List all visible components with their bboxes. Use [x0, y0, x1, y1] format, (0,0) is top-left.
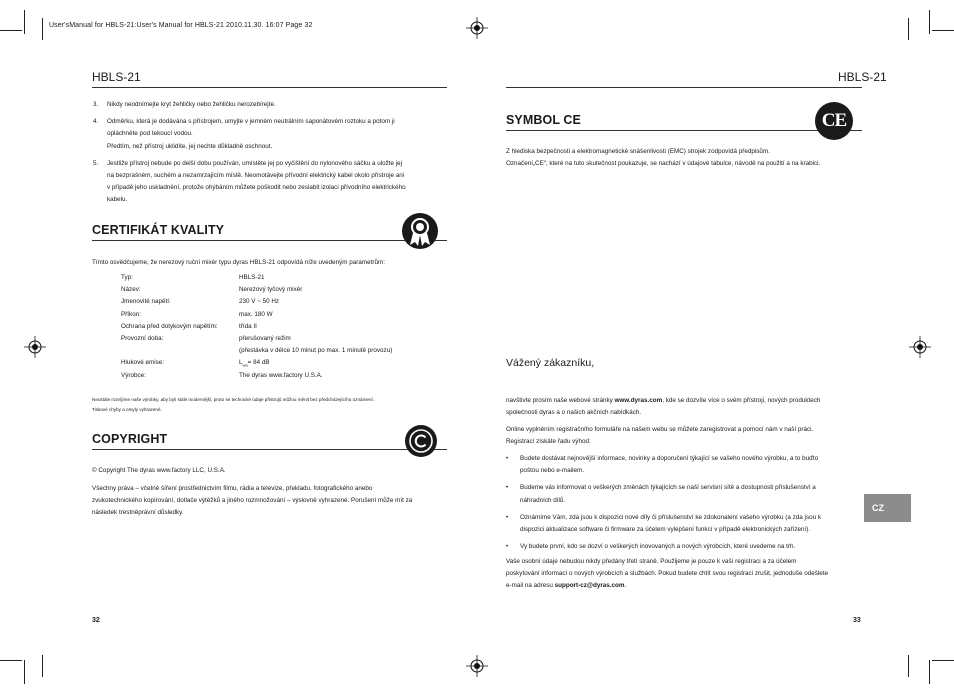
text-line: Online vyplněním registračního formuláře na našem webu se můžete zaregistrovat a pomocí nám v naší práci. — [506, 426, 814, 433]
ce-mark-icon: CE — [815, 102, 853, 140]
spec-value: 230 V ~ 50 Hz — [239, 298, 280, 306]
spec-row — [121, 357, 441, 369]
list-item — [506, 512, 866, 536]
list-item — [506, 541, 866, 553]
spec-value: max. 180 W — [239, 310, 273, 318]
section-rule — [92, 240, 447, 241]
list-number: 5. — [93, 159, 99, 167]
cert-intro: Tímto osvědčujeme, že nerezový ruční mixér typu dyras HBLS-21 odpovídá níže uvedeným parametrům: — [92, 259, 385, 266]
text-line: poskytování informací o nových výrobcích a službách. Pokud budete chtít svou registraci zrušit, jednoduše odešlete — [506, 570, 829, 578]
spec-label: Typ: — [121, 274, 133, 281]
spec-value: (přestávka v délce 10 minut po max. 1 minutě provozu) — [239, 347, 393, 355]
copyright-circle-icon — [404, 424, 438, 458]
award-seal-icon — [401, 212, 439, 250]
spec-value: třída II — [239, 322, 257, 330]
list-line: opláchněte pod tekoucí vodou. — [107, 130, 193, 138]
list-line: poštou nebo e-mailem. — [520, 467, 585, 475]
crop-mark — [42, 18, 43, 40]
spec-row — [121, 321, 441, 333]
crop-mark — [0, 660, 22, 661]
spec-value: přerušovaný režim — [239, 334, 291, 342]
spec-row — [121, 272, 441, 284]
list-line: náhradních dílů. — [520, 496, 566, 504]
list-line: kabelu. — [107, 196, 128, 204]
privacy-text — [506, 556, 871, 593]
crop-mark — [908, 18, 909, 40]
crop-mark — [24, 660, 25, 684]
cert-note — [92, 395, 374, 414]
spec-label: Příkon: — [121, 310, 141, 318]
section-rule — [92, 449, 447, 450]
list-line: Budete dostávat nejnovější informace, novinky a doporučení týkající se vašeho nového výrobku, a to buďto — [520, 455, 819, 462]
bullet-icon: • — [506, 484, 509, 492]
list-line: na bezprašném, suchém a nezamrzajícím místě. Neomotávejte přívodní elektrický kabel okolo přístroje ani — [107, 172, 405, 180]
text-line: Všechny práva – včetně šíření prostřednictvím filmu, rádia a televize, překladu, fotografického anebo — [92, 485, 373, 492]
registration-text — [506, 424, 866, 448]
list-line: dispozici aktualizace software či firmware za účelem vylepšení funkcí v případě elektronických zařízení). — [520, 526, 811, 534]
text-line: Vaše osobní údaje nebudou nikdy předány třetí straně. Použijeme je pouze k vaší registraci a za účelem — [506, 558, 797, 565]
copyright-line: © Copyright The dyras www.factory LLC, U.S.A. — [92, 467, 226, 474]
list-line: Odměrku, která je dodávána s přístrojem, umyjte v jemném neutrálním saponátovém roztoku a potom ji — [107, 118, 395, 126]
crop-mark — [24, 10, 25, 34]
registration-target-icon — [24, 336, 46, 358]
spec-row — [121, 370, 441, 382]
spec-row — [121, 296, 441, 308]
right-model-name: HBLS-21 — [838, 70, 887, 84]
copyright-title: COPYRIGHT — [92, 432, 168, 446]
care-list — [93, 99, 453, 207]
greeting: Vážený zákazníku, — [506, 357, 595, 369]
crop-mark — [932, 30, 954, 31]
list-line: Předtím, než přístroj uklidíte, jej nechte důkladně oschnout. — [107, 142, 273, 150]
ce-text — [506, 146, 866, 170]
note-line: Neustále rozvíjíme naše výrobky, aby byli stále modernější, proto se technické údaje přístrojů můžou měnit bez předcházejícího oznámení. — [92, 397, 375, 402]
crop-mark — [929, 10, 930, 34]
spec-row — [121, 309, 441, 321]
spec-label: Jmenovité napětí: — [121, 298, 171, 306]
spec-label: Výrobce: — [121, 371, 146, 379]
list-number: 3. — [93, 101, 99, 108]
ce-title: SYMBOL CE — [506, 113, 581, 127]
visit-text — [506, 395, 866, 419]
spec-row — [121, 284, 441, 296]
registration-target-icon — [466, 17, 488, 39]
header-rule — [92, 87, 447, 88]
spec-table — [121, 272, 441, 382]
list-line: Oznámíme Vám, zda jsou k dispozici nové díly či příslušenství ke zdokonalení vašeho výrobku (a zda jsou k — [520, 513, 821, 521]
crop-mark — [42, 655, 43, 677]
crop-mark — [932, 660, 954, 661]
text-span: navštivte prosím naše webové stránky — [506, 397, 615, 404]
text-span: . — [624, 582, 627, 590]
spec-value-amount: = 84 dB — [247, 359, 270, 367]
bullet-icon: • — [506, 455, 509, 462]
crop-mark — [929, 660, 930, 684]
header-rule — [506, 87, 862, 88]
note-line: Tiskové chyby a omyly vyhrazené. — [92, 406, 162, 412]
text-span: , kde se dozvíte více o svém přístroji, nových produktech — [662, 397, 821, 404]
list-item — [93, 99, 453, 111]
print-info: User'sManual for HBLS-21:User's Manual for HBLS-21 2010.11.30. 16:07 Page 32 — [49, 22, 313, 29]
text-line — [506, 580, 871, 592]
text-span: e-mail na adresu — [506, 582, 555, 590]
spec-value: The dyras www.factory U.S.A. — [239, 371, 323, 379]
list-item — [506, 482, 866, 506]
section-rule — [506, 130, 862, 131]
spec-row — [121, 333, 441, 345]
spec-label: Hlukové emise: — [121, 359, 165, 367]
list-line: Nikdy neodnímejte kryt žehličky nebo žehličku nerozebírejte. — [107, 101, 276, 108]
text-line: následek trestněprávní důsledky. — [92, 509, 184, 517]
left-model-name: HBLS-21 — [92, 70, 141, 84]
copyright-text — [92, 483, 452, 520]
bullet-icon: • — [506, 513, 509, 521]
support-email-link[interactable]: support-cz@dyras.com — [554, 582, 625, 590]
text-line: společnosti dyras a o našich akčních nabídkách. — [506, 409, 642, 417]
spec-label: Provozní doba: — [121, 334, 164, 342]
page-number-right: 33 — [853, 617, 861, 624]
registration-target-icon — [909, 336, 931, 358]
list-item — [93, 116, 453, 153]
text-line: Registrací získáte řadu výhod: — [506, 438, 591, 446]
text-line: Označení„CE“, které na tuto skutečnost poukazuje, se nachází v údajové tabulce, návodě na použití a na krabici. — [506, 160, 821, 168]
benefits-list — [506, 453, 866, 553]
list-number: 4. — [93, 118, 99, 126]
list-line: Jestliže přístroj nebude po delší dobu používán, umístěte jej po vyčištění do nylonového sáčku a uložte jej — [107, 159, 403, 167]
crop-mark — [908, 655, 909, 677]
spec-label: Název: — [121, 286, 141, 294]
spec-value-symbol: L — [239, 359, 243, 367]
registration-target-icon — [466, 655, 488, 677]
list-line: Budeme vás informovat o veškerých změnách týkajících se naší servisní sítě a dostupnosti příslušenství a — [520, 484, 816, 492]
text-line — [506, 395, 866, 407]
spec-value: HBLS-21 — [239, 274, 265, 281]
list-line: Vy budete první, kdo se dozví o veškerých inovovaných a nových výrobcích, které uvedeme na trh. — [520, 543, 796, 551]
cert-title: CERTIFIKÁT KVALITY — [92, 223, 225, 237]
bullet-icon: • — [506, 543, 509, 551]
spec-row — [121, 345, 441, 357]
list-line: v případě jeho uskladnění, protože ohýbáním můžete poškodit nebo zeslabit izolaci přívodního elektrického — [107, 184, 406, 192]
language-tab: CZ — [864, 494, 911, 522]
website-link[interactable]: www.dyras.com — [614, 397, 663, 404]
text-line: Z hlediska bezpečnosti a elektromagnetické snášenlivosti (EMC) strojek zodpovídá předpisům. — [506, 148, 770, 155]
crop-mark — [0, 30, 22, 31]
spec-label: Ochrana před dotykovým napětím: — [121, 322, 218, 330]
list-item — [93, 158, 453, 207]
spec-value: Nerezový tyčový mixér — [239, 286, 303, 294]
text-line: zvukotechnického kopírování, dotlače výtěžků a jiného rozmnožování – výslovně vyhrazené. Porušení může mít za — [92, 497, 413, 505]
page-number-left: 32 — [92, 617, 100, 624]
list-item — [506, 453, 866, 477]
spec-value-subscript: wa — [242, 362, 248, 368]
